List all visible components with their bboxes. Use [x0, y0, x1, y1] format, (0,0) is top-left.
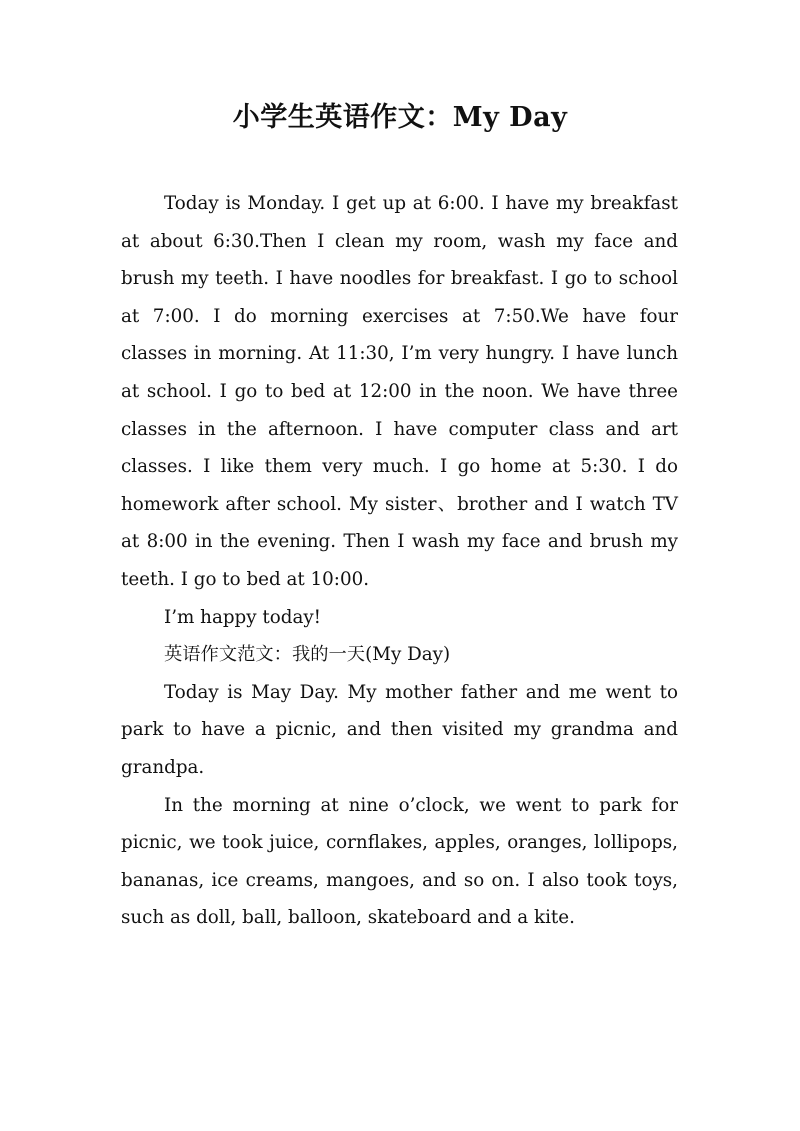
paragraph-picnic: In the morning at nine o’clock, we went to park for picnic, we took juice, cornflakes, apples, oranges, lollipops, bananas, ice creams, mangoes, and so on. I also took toys, such as doll, ball, balloon, skateboard and a kite. [121, 794, 678, 929]
paragraph-my-day: Today is Monday. I get up at 6:00. I have my breakfast at about 6:30.Then I clean my room, wash my face and brush my teeth. I have noodles for breakfast. I go to school at 7:00. I do morning exercises at 7:50.We have four classes in morning. At 11:30, I’m very hungry. I have lunch at school. I go to bed at 12:00 in the noon. We have three classes in the afternoon. I have computer class and art classes. I like them very much. I go home at 5:30. I do homework after school. My sister、brother and I watch TV at 8:00 in the evening. Then I wash my face and brush my teeth. I go to bed at 10:00. [121, 193, 678, 590]
paragraph-sample-heading: 英语作文范文：我的一天(My Day) [164, 644, 451, 666]
essay-body [121, 185, 678, 937]
paragraph-may-day: Today is May Day. My mother father and me went to park to have a picnic, and then visited my grandma and grandpa. [121, 681, 678, 778]
paragraph-happy-today: I’m happy today! [164, 606, 322, 628]
page-title: 小学生英语作文：My Day [232, 102, 568, 133]
